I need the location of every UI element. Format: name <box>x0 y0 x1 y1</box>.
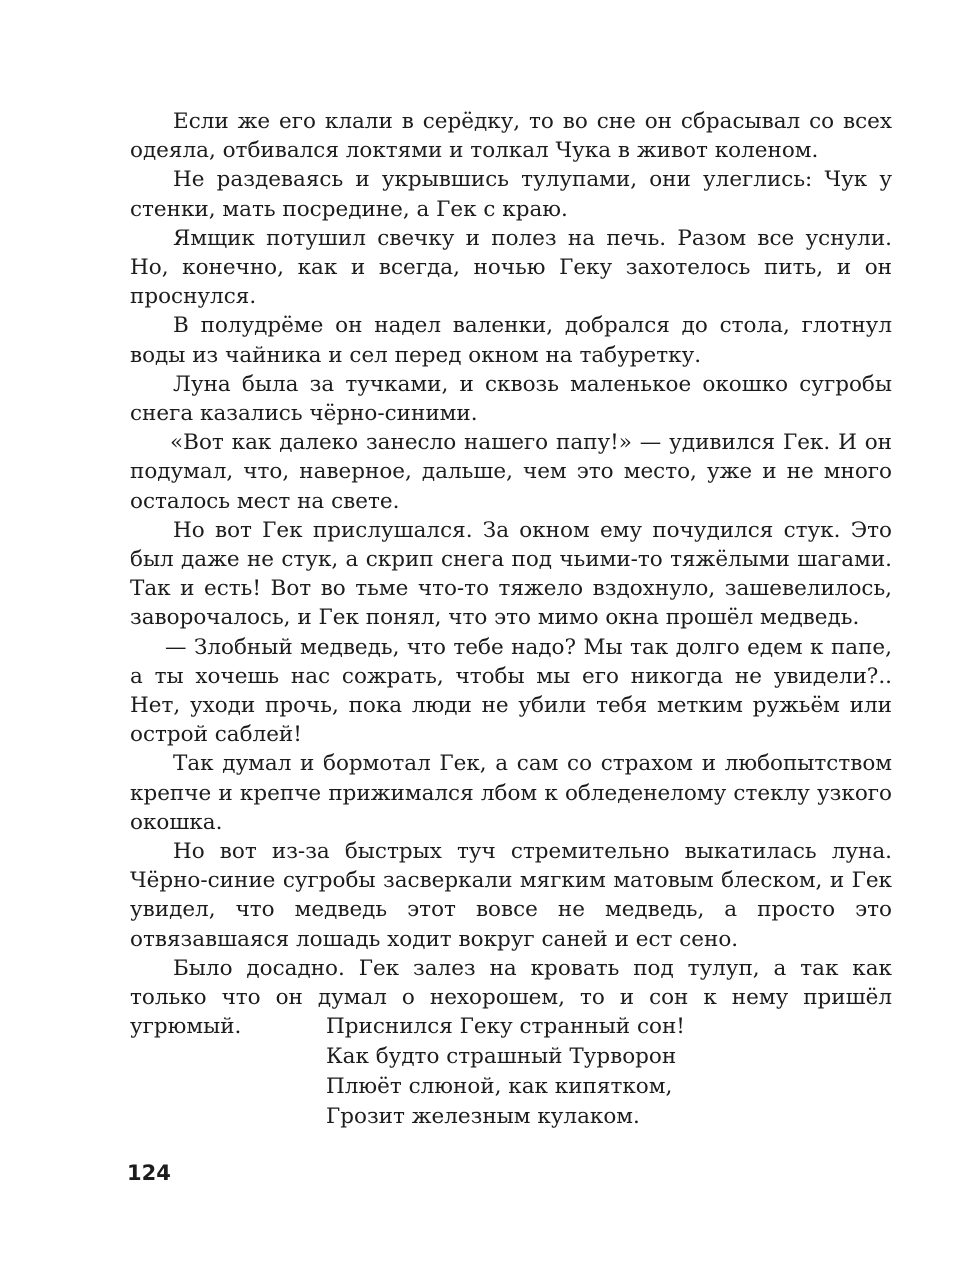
paragraph-9: Так думал и бормотал Гек, а сам со страхом и любопытством крепче и крепче прижимался лбом к обледенелому стеклу узкого окошка. <box>130 751 892 835</box>
prose-text <box>130 107 892 1042</box>
paragraph-1: Если же его клали в серёдку, то во сне он сбрасывал со всех одеяла, отбивался локтями и толкал Чука в живот коленом. <box>130 109 892 164</box>
paragraph-6: «Вот как далеко занесло нашего папу!» — удивился Гек. И он подумал, что, наверное, дальше, чем это место, уже и не много осталось мест на свете. <box>130 430 892 514</box>
verse-line-3: Плюёт слюной, как кипятком, <box>326 1074 673 1099</box>
paragraph-5: Луна была за тучками, и сквозь маленькое окошко сугробы снега казались чёрно-синими. <box>130 371 892 427</box>
verse-line-4: Грозит железным кулаком. <box>326 1104 640 1129</box>
paragraph-11: Было досадно. Гек залез на кровать под тулуп, а так как только что он думал о нехорошем, то и сон к нему пришёл угрюмый. <box>130 955 892 1040</box>
paragraph-3: Ямщик потушил свечку и полез на печь. Разом все уснули. Но, конечно, как и всегда, ночью Геку захотелось пить, и он проснулся. <box>130 225 892 310</box>
paragraph-2: Не раздеваясь и укрывшись тулупами, они улеглись: Чук у стенки, мать посредине, а Гек с краю. <box>130 167 892 222</box>
paragraph-4: В полудрёме он надел валенки, добрался до стола, глотнул воды из чайника и сел перед окном на табуретку. <box>130 313 892 368</box>
paragraph-8: — Злобный медведь, что тебе надо? Мы так долго едем к папе, а ты хочешь нас сожрать, чтобы мы его никогда не увидели?.. Нет, уходи прочь, пока люди не убили тебя метким ружьём или острой саблей! <box>130 634 892 748</box>
verse-line-2: Как будто страшный Турворон <box>326 1044 677 1069</box>
verse-stanza <box>326 1012 685 1132</box>
paragraph-7: Но вот Гек прислушался. За окном ему почудился стук. Это был даже не стук, а скрип снега под чьими-то тяжёлыми шагами. Так и есть! Вот во тьме что-то тяжело вздохнуло, зашевелилось, заворочалось, и Гек понял, что это мимо окна прошёл медведь. <box>130 517 892 631</box>
page-number: 124 <box>127 1161 171 1185</box>
verse-line-1: Приснился Геку странный сон! <box>326 1014 685 1039</box>
paragraph-10: Но вот из-за быстрых туч стремительно выкатилась луна. Чёрно-синие сугробы засверкали мягким матовым блеском, и Гек увидел, что медведь этот вовсе не медведь, а просто это отвязавшаяся лошадь ходит вокруг саней и ест сено. <box>130 839 892 952</box>
